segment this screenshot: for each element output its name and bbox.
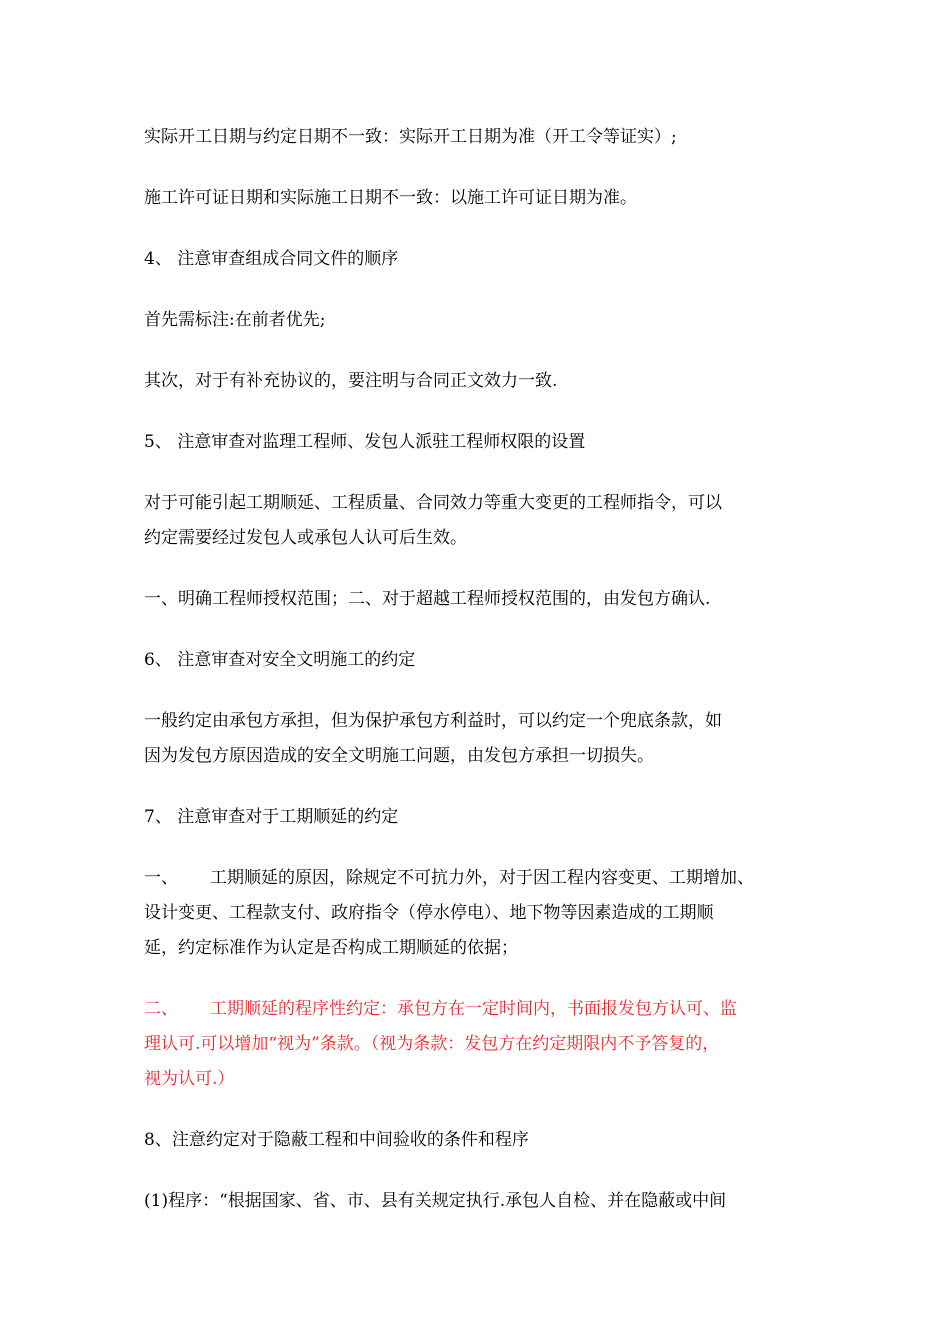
paragraph-engineer-instruction: [144, 486, 814, 556]
paragraph-line: 因为发包方原因造成的安全文明施工问题，由发包方承担一切损失。: [144, 746, 654, 766]
paragraph-line: 工期顺延的原因，除规定不可抗力外，对于因工程内容变更、工期增加、: [210, 868, 754, 888]
paragraph-procedure: (1)程序：“根据国家、省、市、县有关规定执行.承包人自检、并在隐蔽或中间: [144, 1191, 727, 1211]
paragraph-line: 对于可能引起工期顺延、工程质量、合同效力等重大变更的工程师指令，可以: [144, 493, 722, 513]
paragraph-permit-date: 施工许可证日期和实际施工日期不一致：以施工许可证日期为准。: [144, 188, 637, 208]
paragraph-line: 约定需要经过发包人或承包人认可后生效。: [144, 528, 467, 548]
paragraph-start-date: 实际开工日期与约定日期不一致：实际开工日期为准（开工令等证实）;: [144, 127, 677, 147]
list-marker: 一、: [144, 868, 178, 888]
paragraph-line: 视为认可.）: [144, 1069, 235, 1089]
heading-item-5: 5、 注意审查对监理工程师、发包人派驻工程师权限的设置: [144, 432, 586, 452]
paragraph-authorization: 一、明确工程师授权范围；二、对于超越工程师授权范围的，由发包方确认.: [144, 589, 711, 609]
paragraph-supplement: 其次，对于有补充协议的，要注明与合同正文效力一致.: [144, 371, 558, 391]
document-body: [144, 120, 814, 1245]
paragraph-priority: 首先需标注:在前者优先;: [144, 310, 326, 330]
paragraph-delay-reasons: [144, 861, 814, 966]
heading-item-8: 8、注意约定对于隐蔽工程和中间验收的条件和程序: [144, 1130, 529, 1150]
list-marker: 二、: [144, 999, 178, 1019]
paragraph-line: 理认可.可以增加“视为”条款。（视为条款：发包方在约定期限内不予答复的，: [144, 1034, 720, 1054]
paragraph-line: 一般约定由承包方承担，但为保护承包方利益时，可以约定一个兜底条款，如: [144, 711, 722, 731]
paragraph-line: 延，约定标准作为认定是否构成工期顺延的依据；: [144, 938, 518, 958]
paragraph-line: 工期顺延的程序性约定：承包方在一定时间内，书面报发包方认可、监: [210, 999, 737, 1019]
heading-item-4: 4、 注意审查组成合同文件的顺序: [144, 249, 399, 269]
heading-item-6: 6、 注意审查对安全文明施工的约定: [144, 650, 416, 670]
paragraph-line: 设计变更、工程款支付、政府指令（停水停电）、地下物等因素造成的工期顺: [144, 903, 714, 923]
heading-item-7: 7、 注意审查对于工期顺延的约定: [144, 807, 399, 827]
paragraph-safety: [144, 704, 814, 774]
paragraph-delay-procedure-highlighted: [144, 992, 814, 1097]
